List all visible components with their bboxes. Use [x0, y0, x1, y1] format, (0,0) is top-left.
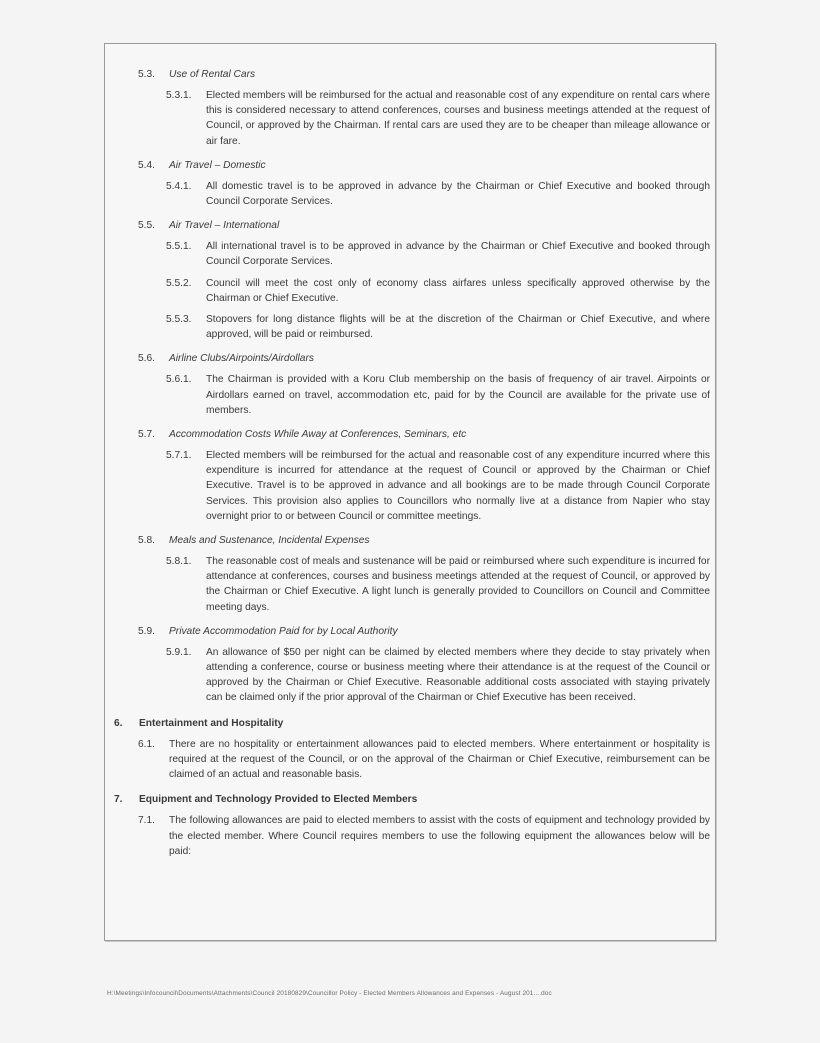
clause-number: 5.5.2.: [166, 277, 192, 289]
clause-6: [114, 716, 710, 731]
clause-text: Stopovers for long distance flights will be at the discretion of the Chairman or Chief Executive, and where approved, will be paid or reimbursed.: [206, 314, 710, 341]
document-body: [113, 58, 710, 932]
clause-text: Council will meet the cost only of economy class airfares unless specifically approved otherwise by the Chairman or Chief Executive.: [206, 277, 710, 304]
clause-number: 5.4.: [138, 159, 155, 171]
clause-text: Air Travel – Domestic: [169, 159, 266, 171]
clause-number: 5.3.1.: [166, 90, 192, 101]
clause-text: Equipment and Technology Provided to Elected Members: [139, 794, 418, 806]
clause-text: Air Travel – International: [169, 220, 280, 232]
clause-5-6-1: [166, 372, 710, 418]
clause-7: [114, 792, 710, 807]
clause-text: All domestic travel is to be approved in advance by the Chairman or Chief Executive and booked through Council Corporate Services.: [206, 180, 710, 208]
clause-number: 5.5.: [138, 220, 155, 232]
clause-5-7: [138, 427, 710, 442]
clause-5-9: [138, 624, 710, 639]
clause-5-5: [138, 218, 710, 233]
clause-text: There are no hospitality or entertainment allowances paid to elected members. Where entertainment or hospitality is required at the request of the Council, or on the approval of the Chairman or Chief Executive, reimbursement can be claimed of an actual and reasonable basis.: [169, 738, 710, 781]
clause-number: 7.: [114, 794, 123, 806]
footer-file-path: H:\Meetings\Infocouncil\Documents\Attachments\Council 20180829\Councillor Policy - Elected Members Allowances and Expenses - August 201....doc: [107, 990, 552, 997]
clause-5-4-1: [166, 179, 710, 209]
clause-text: Entertainment and Hospitality: [139, 717, 284, 729]
clause-number: 6.1.: [138, 738, 155, 750]
clause-text: An allowance of $50 per night can be claimed by elected members where they decide to stay privately when attending a conference, course or business meeting where their attendance is at the request of the Council or approved by the Chairman or Chief Executive. Reasonable additional costs associated with staying privately can be claimed only if the prior approval of the Chairman or Chief Executive has been received.: [206, 646, 710, 704]
clause-number: 5.9.1.: [166, 646, 192, 658]
clause-text: The Chairman is provided with a Koru Club membership on the basis of frequency of air travel. Airpoints or Airdollars earned on travel, accommodation etc, paid for by the Council are available for the private use of members.: [206, 374, 710, 416]
clause-number: 5.6.1.: [166, 374, 192, 386]
clause-text: Meals and Sustenance, Incidental Expenses: [169, 535, 370, 547]
clause-5-4: [138, 158, 710, 173]
clause-number: 5.8.: [138, 535, 155, 547]
clause-6-1: [138, 737, 710, 783]
clause-text: Airline Clubs/Airpoints/Airdollars: [169, 353, 314, 365]
clause-text: Elected members will be reimbursed for the actual and reasonable cost of any expenditure on rental cars where this is considered necessary to attend conferences, courses and business meetings attended at the request of Council, or approved by the Chairman. If rental cars are used they are to be cheaper than mileage allowance or air fare.: [206, 90, 710, 147]
document-page: [104, 43, 716, 941]
clause-5-6: [138, 351, 710, 366]
clause-number: 5.3.: [138, 69, 155, 80]
clause-text: The reasonable cost of meals and sustenance will be paid or reimbursed where such expenditure is incurred for attendance at conferences, courses and business meetings attended at the request of Council, or approved by the Chairman or Chief Executive. A light lunch is generally provided to Councillors on Council and Committee meeting days.: [206, 556, 710, 613]
clause-5-5-2: [166, 276, 710, 306]
clause-7-1: [138, 813, 710, 859]
clause-5-3-1: [166, 88, 710, 149]
clause-number: 6.: [114, 717, 123, 729]
clause-number: 5.6.: [138, 353, 155, 365]
clause-5-5-1: [166, 239, 710, 269]
clause-text: The following allowances are paid to elected members to assist with the costs of equipment and technology provided by the elected member. Where Council requires members to use the following equipment the allowances below will be paid:: [169, 815, 710, 857]
clause-number: 5.8.1.: [166, 556, 192, 568]
clause-text: All international travel is to be approved in advance by the Chairman or Chief Executive and booked through Council Corporate Services.: [206, 241, 710, 268]
clause-5-5-3: [166, 312, 710, 342]
clause-text: Elected members will be reimbursed for the actual and reasonable cost of any expenditure incurred where this expenditure is incurred for attendance at the request of Council or approved by the Chairman or Chief Executive. Travel is to be approved in advance and all bookings are to be made through Council Corporate Services. This provision also applies to Councillors who normally live at a distance from Napier who stay overnight prior to or between Council or committee meetings.: [206, 450, 710, 522]
clause-5-8-1: [166, 554, 710, 615]
clause-5-3: [138, 67, 710, 82]
clause-number: 7.1.: [138, 815, 155, 827]
clause-number: 5.5.1.: [166, 241, 192, 253]
clause-5-7-1: [166, 448, 710, 524]
clause-number: 5.4.1.: [166, 180, 192, 192]
clause-5-9-1: [166, 645, 710, 706]
clause-text: Private Accommodation Paid for by Local Authority: [169, 625, 398, 637]
clause-number: 5.7.1.: [166, 450, 192, 462]
clause-text: Use of Rental Cars: [169, 69, 256, 80]
clause-5-8: [138, 533, 710, 548]
clause-number: 5.7.: [138, 429, 155, 441]
clause-text: Accommodation Costs While Away at Conferences, Seminars, etc: [169, 429, 467, 441]
clause-number: 5.9.: [138, 625, 155, 637]
clause-number: 5.5.3.: [166, 314, 192, 326]
